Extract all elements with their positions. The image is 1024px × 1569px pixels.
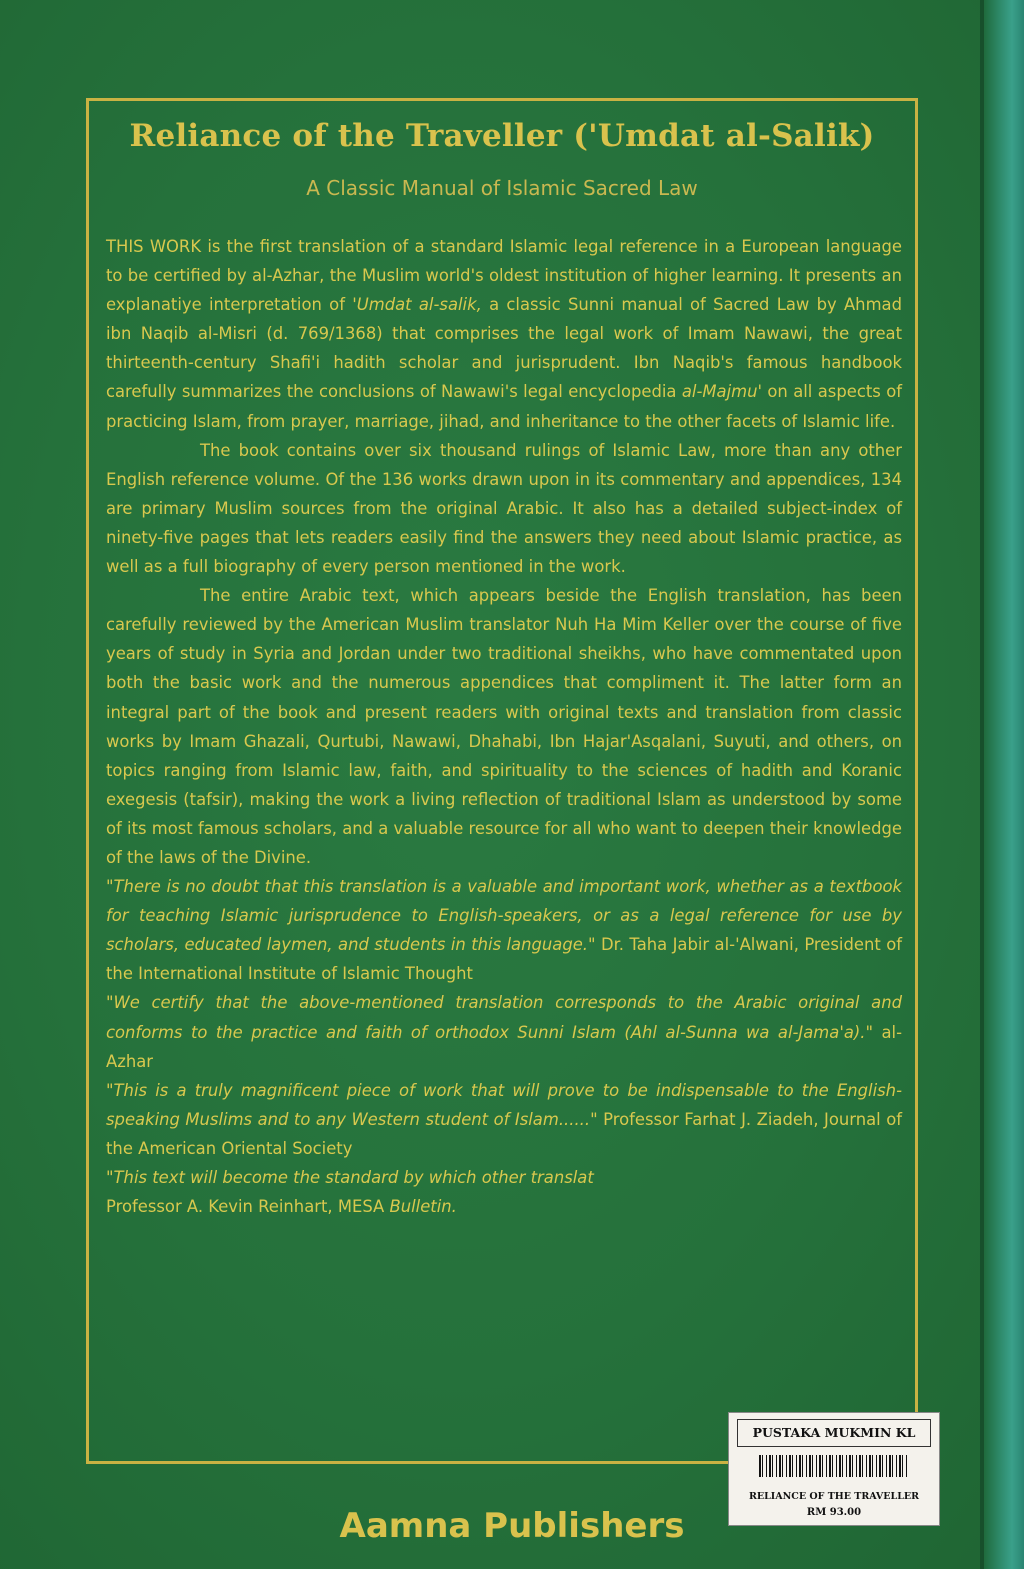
paragraph-2: The book contains over six thousand rulings of Islamic Law, more than any other English reference volume. Of the 136 works drawn upon in its commentary and appendices, 134 are primary Muslim sources from the original Arabic. It also has a detailed subject-index of ninety-five pages that lets readers easily find the answers they need about Islamic practice, as well as a full biography of every person mentioned in the work. bbox=[106, 440, 902, 577]
quote-2 bbox=[106, 988, 902, 1075]
quote-1 bbox=[106, 872, 902, 988]
book-title: Reliance of the Traveller ('Umdat al-Salik) bbox=[129, 118, 875, 154]
sticker-shop-name: PUSTAKA MUKMIN KL bbox=[737, 1419, 931, 1447]
sticker-price: RM 93.00 bbox=[806, 1507, 862, 1518]
book-spine bbox=[984, 0, 1024, 1569]
paragraph-1 bbox=[106, 232, 902, 436]
quote-2-attribution: al-Azhar bbox=[106, 1022, 902, 1071]
quote-4-attribution: Professor A. Kevin Reinhart, MESA bbox=[106, 1197, 390, 1217]
quote-4-text: "This text will become the standard by which other translat bbox=[106, 1168, 594, 1187]
paragraph-1-text-b: a classic Sunni manual of Sacred Law by Ahmad ibn Naqib al-Misri (d. 769/1368) that comprises the legal work of Imam Nawawi, the great thirteenth-century Shafi'i hadith scholar and jurisprudent. Ibn Naqib's famous handbook carefully summarizes the conclusions of Nawawi's legal encyclopedia bbox=[106, 295, 902, 402]
quote-3-text: "This is a truly magnificent piece of work that will prove to be indispensable to the English-speaking Muslims and to any Western student of Islam......" bbox=[106, 1080, 902, 1129]
barcode-icon bbox=[759, 1455, 909, 1477]
book-subtitle: A Classic Manual of Islamic Sacred Law bbox=[306, 176, 698, 200]
majmu-italic: al-Majmu' bbox=[681, 382, 762, 402]
quote-3 bbox=[106, 1076, 902, 1163]
paragraph-1-lead: THIS WORK bbox=[106, 237, 202, 256]
quote-1-text: "There is no doubt that this translation is a valuable and important work, whether as a textbook for teaching Islamic jurisprudence to English-speakers, or as a legal reference for use by scholars, educated laymen, and students in this language." bbox=[106, 877, 902, 955]
quote-4-attribution-italic: Bulletin. bbox=[389, 1197, 457, 1217]
blurb-text bbox=[106, 232, 902, 1221]
quote-1-attribution: Dr. Taha Jabir al-'Alwani, President of the International Institute of Islamic Thought bbox=[106, 935, 902, 984]
paragraph-1-text-c: on all aspects of practicing Islam, from prayer, marriage, jihad, and inheritance to the other facets of Islamic life. bbox=[106, 382, 902, 431]
quote-2-text: "We certify that the above-mentioned translation corresponds to the Arabic original and conforms to the practice and faith of orthodox Sunni Islam (Ahl al-Sunna wa al-Jama'a)." bbox=[106, 993, 902, 1042]
work-title-italic: 'Umdat al-salik, bbox=[352, 295, 482, 315]
publisher-name: Aamna Publishers bbox=[339, 1506, 685, 1546]
sticker-book-title: RELIANCE OF THE TRAVELLER bbox=[748, 1491, 920, 1502]
quote-4 bbox=[106, 1163, 902, 1221]
quote-3-attribution: Professor Farhat J. Ziadeh, Journal of the American Oriental Society bbox=[106, 1109, 903, 1158]
paragraph-3: The entire Arabic text, which appears beside the English translation, has been carefully reviewed by the American Muslim translator Nuh Ha Mim Keller over the course of five years of study in Syria and Jordan under two traditional sheikhs, who have commentated upon both the basic work and the numerous appendices that compliment it. The latter form an integral part of the book and present readers with original texts and translation from classic works by Imam Ghazali, Qurtubi, Nawawi, Dhahabi, Ibn Hajar'Asqalani, Suyuti, and others, on topics ranging from Islamic law, faith, and spirituality to the sciences of hadith and Koranic exegesis (tafsir), making the work a living reflection of traditional Islam as understood by some of its most famous scholars, and a valuable resource for all who want to deepen their knowledge of the laws of the Divine. bbox=[106, 586, 902, 867]
paragraph-1-text-a: is the first translation of a standard Islamic legal reference in a European language to be certified by al-Azhar, the Muslim world's oldest institution of higher learning. It presents an explanatiye interpretation of bbox=[106, 237, 903, 315]
